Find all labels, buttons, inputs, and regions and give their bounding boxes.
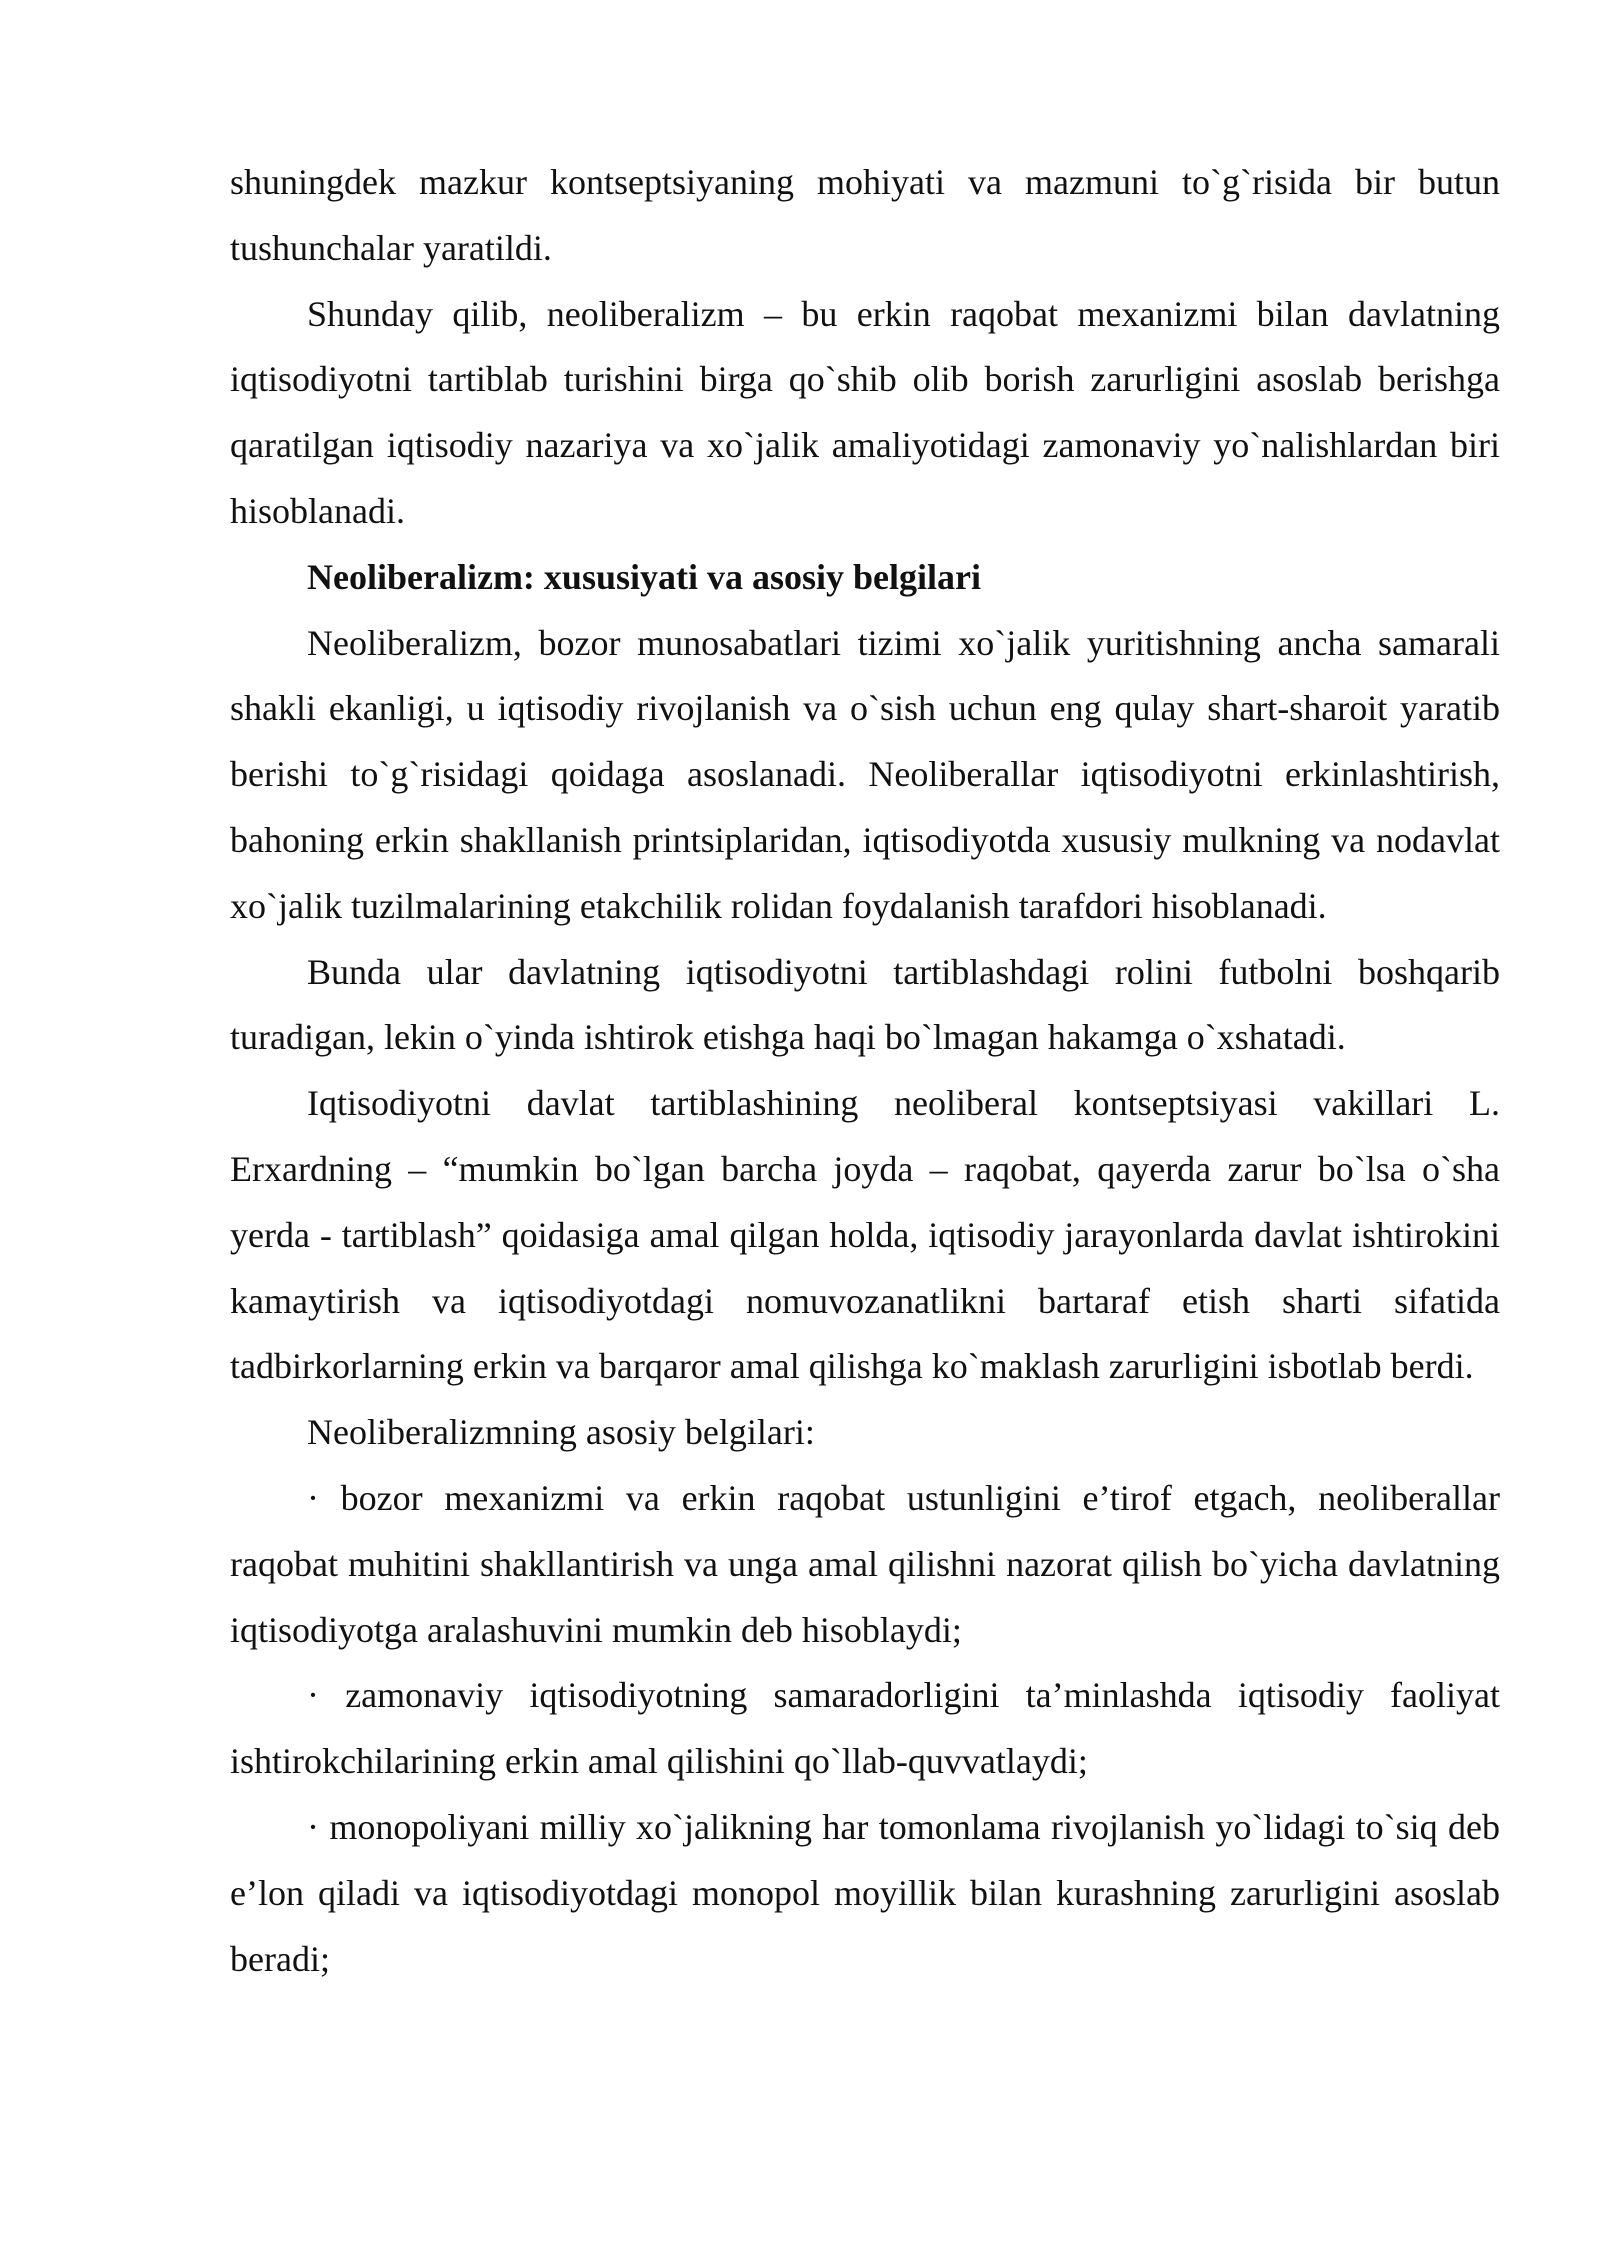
list-item-market-mechanism: · bozor mexanizmi va erkin raqobat ustunligini e’tirof etgach, neoliberallar raqobat muhitini shakllantirish va unga amal qilishni nazorat qilish bo`yicha davlatning iqtisodiyotga aralashuvini mumkin deb hisoblaydi; xyxy=(230,1477,1500,1650)
paragraph-neoliberalism-definition: Shunday qilib, neoliberalizm – bu erkin raqobat mexanizmi bilan davlatning iqtisodiyotni tartiblab turishini birga qo`shib olib borish zarurligini asoslab berishga qaratilgan iqtisodiy nazariya va xo`jalik amaliyotidagi zamonaviy yo`nalishlardan biri hisoblanadi. xyxy=(230,293,1500,531)
paragraph-features-intro: Neoliberalizmning asosiy belgilari: xyxy=(307,1412,815,1453)
section-heading: Neoliberalizm: xususiyati va asosiy belgilari xyxy=(307,556,981,597)
paragraph-market-relations: Neoliberalizm, bozor munosabatlari tizimi xo`jalik yuritishning ancha samarali shakli ekanligi, u iqtisodiy rivojlanish va o`sish uchun eng qulay shart-sharoit yaratib berishi to`g`risidagi qoidaga asoslanadi. Neoliberallar iqtisodiyotni erkinlashtirish, bahoning erkin shakllanish printsiplaridan, iqtisodiyotda xususiy mulkning va nodavlat xo`jalik tuzilmalarining etakchilik rolidan foydalanish tarafdori hisoblanadi. xyxy=(230,622,1500,926)
paragraph-erhard: Iqtisodiyotni davlat tartiblashining neoliberal kontseptsiyasi vakillari L. Erxardning – “mumkin bo`lgan barcha joyda – raqobat, qayerda zarur bo`lsa o`sha yerda - tartiblash” qoidasiga amal qilgan holda, iqtisodiy jarayonlarda davlat ishtirokini kamaytirish va iqtisodiyotdagi nomuvozanatlikni bartaraf etish sharti sifatida tadbirkorlarning erkin va barqaror amal qilishga ko`maklash zarurligini isbotlab berdi. xyxy=(230,1083,1500,1387)
paragraph-referee-analogy: Bunda ular davlatning iqtisodiyotni tartiblashdagi rolini futbolni boshqarib turadigan, lekin o`yinda ishtirok etishga haqi bo`lmagan hakamga o`xshatadi. xyxy=(230,951,1500,1058)
document-page xyxy=(230,150,1500,1992)
paragraph-continuation: shuningdek mazkur kontseptsiyaning mohiyati va mazmuni to`g`risida bir butun tushunchalar yaratildi. xyxy=(230,162,1500,268)
list-item-monopoly: · monopoliyani milliy xo`jalikning har tomonlama rivojlanish yo`lidagi to`siq deb e’lon qiladi va iqtisodiyotdagi monopol moyillik bilan kurashning zarurligini asoslab beradi; xyxy=(230,1806,1500,1979)
list-item-efficiency: · zamonaviy iqtisodiyotning samaradorligini ta’minlashda iqtisodiy faoliyat ishtirokchilarining erkin amal qilishini qo`llab-quvvatlaydi; xyxy=(230,1675,1500,1782)
